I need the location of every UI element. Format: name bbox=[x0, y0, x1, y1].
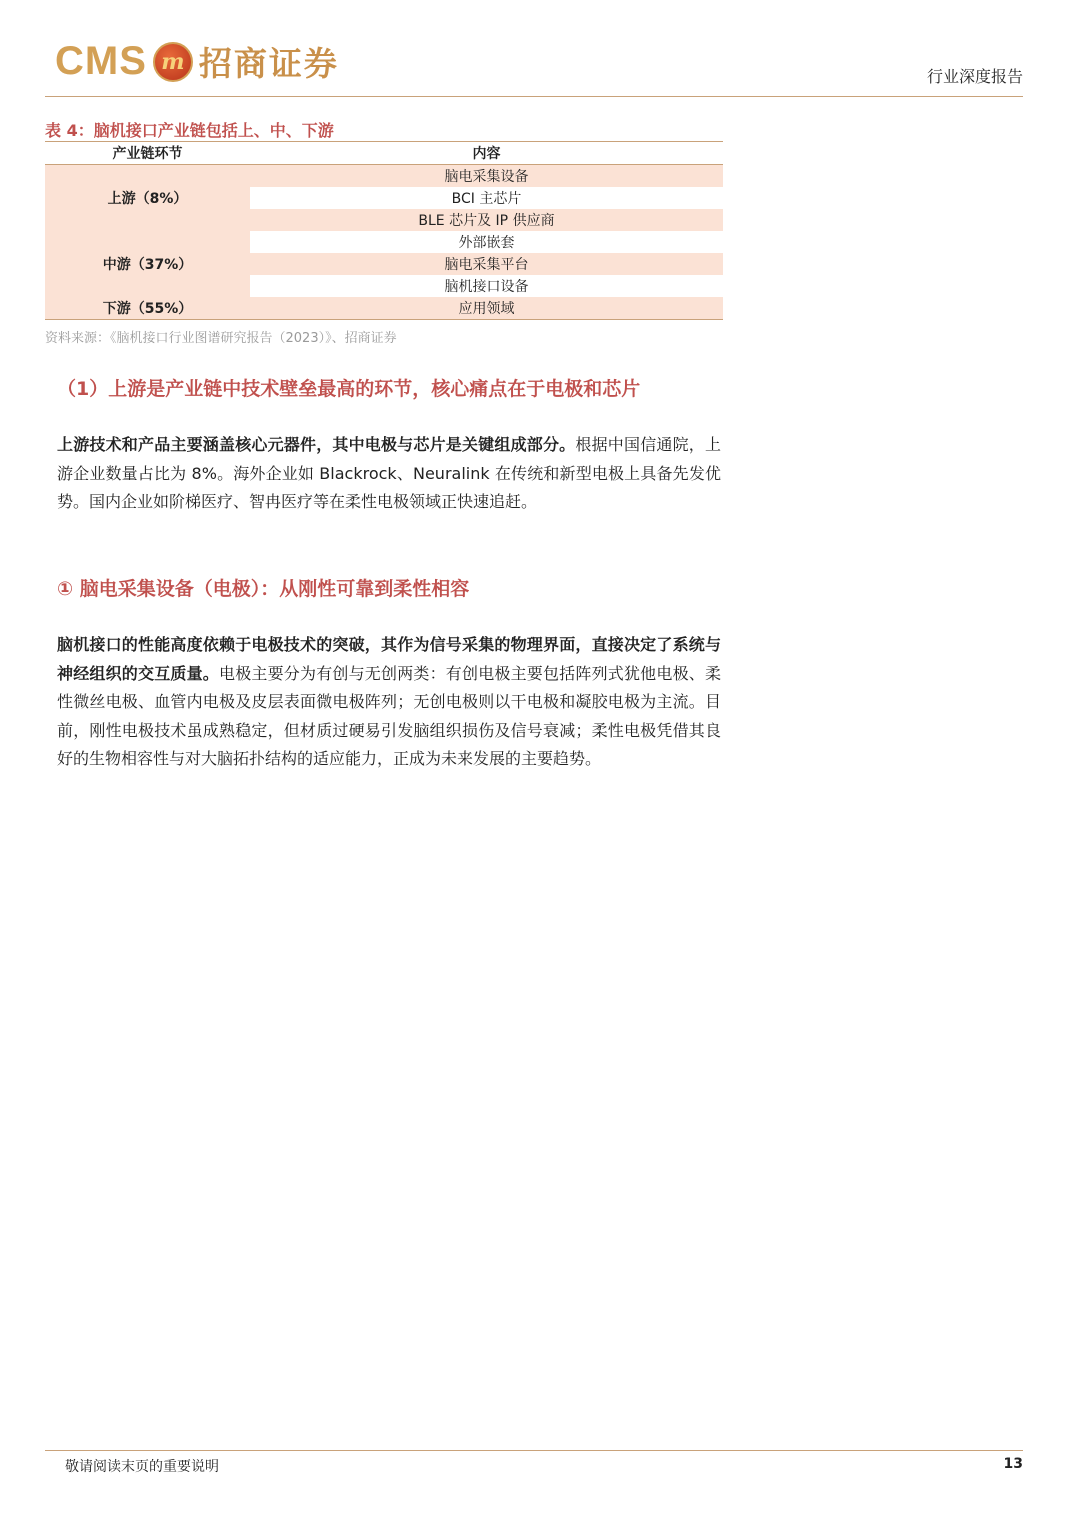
table-title: 表 4：脑机接口产业链包括上、中、下游 bbox=[45, 121, 334, 140]
table-cell: 脑电采集设备 bbox=[250, 165, 723, 188]
table-cell: BCI 主芯片 bbox=[250, 187, 723, 209]
logo-emblem-icon: m bbox=[153, 42, 193, 82]
header-divider bbox=[45, 96, 1023, 97]
paragraph-upstream bbox=[57, 431, 721, 517]
table-cell: 应用领域 bbox=[250, 297, 723, 320]
paragraph-electrode bbox=[57, 631, 721, 774]
paragraph-body: 根据中国信通院，上游企业数量占比为 8%。海外企业如 Blackrock、Neuralink 在传统和新型电极上具备先发优势。国内企业如阶梯医疗、智冉医疗等在柔性电极领域正快速追赶。 bbox=[57, 435, 721, 511]
paragraph-lead-bold: 上游技术和产品主要涵盖核心元器件，其中电极与芯片是关键组成部分。 bbox=[57, 435, 576, 454]
footer-disclaimer: 敬请阅读末页的重要说明 bbox=[65, 1459, 219, 1475]
section-heading-upstream: （1）上游是产业链中技术壁垒最高的环节，核心痛点在于电极和芯片 bbox=[57, 378, 641, 400]
table-header-content: 内容 bbox=[250, 142, 723, 165]
stage-midstream: 中游（37%） bbox=[45, 231, 250, 297]
table-cell: 脑机接口设备 bbox=[250, 275, 723, 297]
table-row bbox=[45, 165, 723, 188]
stage-downstream: 下游（55%） bbox=[45, 297, 250, 320]
table-cell: 脑电采集平台 bbox=[250, 253, 723, 275]
table-header-stage: 产业链环节 bbox=[45, 142, 250, 165]
table-cell: BLE 芯片及 IP 供应商 bbox=[250, 209, 723, 231]
paragraph-lead-bold: 脑机接口的性能高度依赖于电极技术的突破，其作为信号采集的物理界面，直接决定了系统与神经组织的交互质量。 bbox=[57, 635, 721, 683]
cms-logo bbox=[55, 38, 339, 85]
table-row bbox=[45, 231, 723, 253]
table-row bbox=[45, 297, 723, 320]
table-source-note: 资料来源：《脑机接口行业图谱研究报告（2023）》、招商证券 bbox=[45, 331, 397, 346]
report-type-label: 行业深度报告 bbox=[926, 67, 1023, 86]
page-number: 13 bbox=[1003, 1456, 1023, 1472]
table-cell: 外部嵌套 bbox=[250, 231, 723, 253]
footer-divider bbox=[45, 1450, 1023, 1451]
paragraph-body: 电极主要分为有创与无创两类：有创电极主要包括阵列式犹他电极、柔性微丝电极、血管内电极及皮层表面微电极阵列；无创电极则以干电极和凝胶电极为主流。目前，刚性电极技术虽成熟稳定，但材质过硬易引发脑组织损伤及信号衰减；柔性电极凭借其良好的生物相容性与对大脑拓扑结构的适应能力，正成为未来发展的主要趋势。 bbox=[57, 663, 721, 768]
logo-latin-text: CMS bbox=[55, 39, 147, 83]
page-header bbox=[0, 0, 1080, 100]
stage-upstream: 上游（8%） bbox=[45, 165, 250, 232]
industry-chain-table bbox=[45, 141, 723, 320]
logo-chinese-text: 招商证券 bbox=[198, 44, 339, 83]
section-heading-electrode: ① 脑电采集设备（电极）：从刚性可靠到柔性相容 bbox=[57, 578, 470, 600]
